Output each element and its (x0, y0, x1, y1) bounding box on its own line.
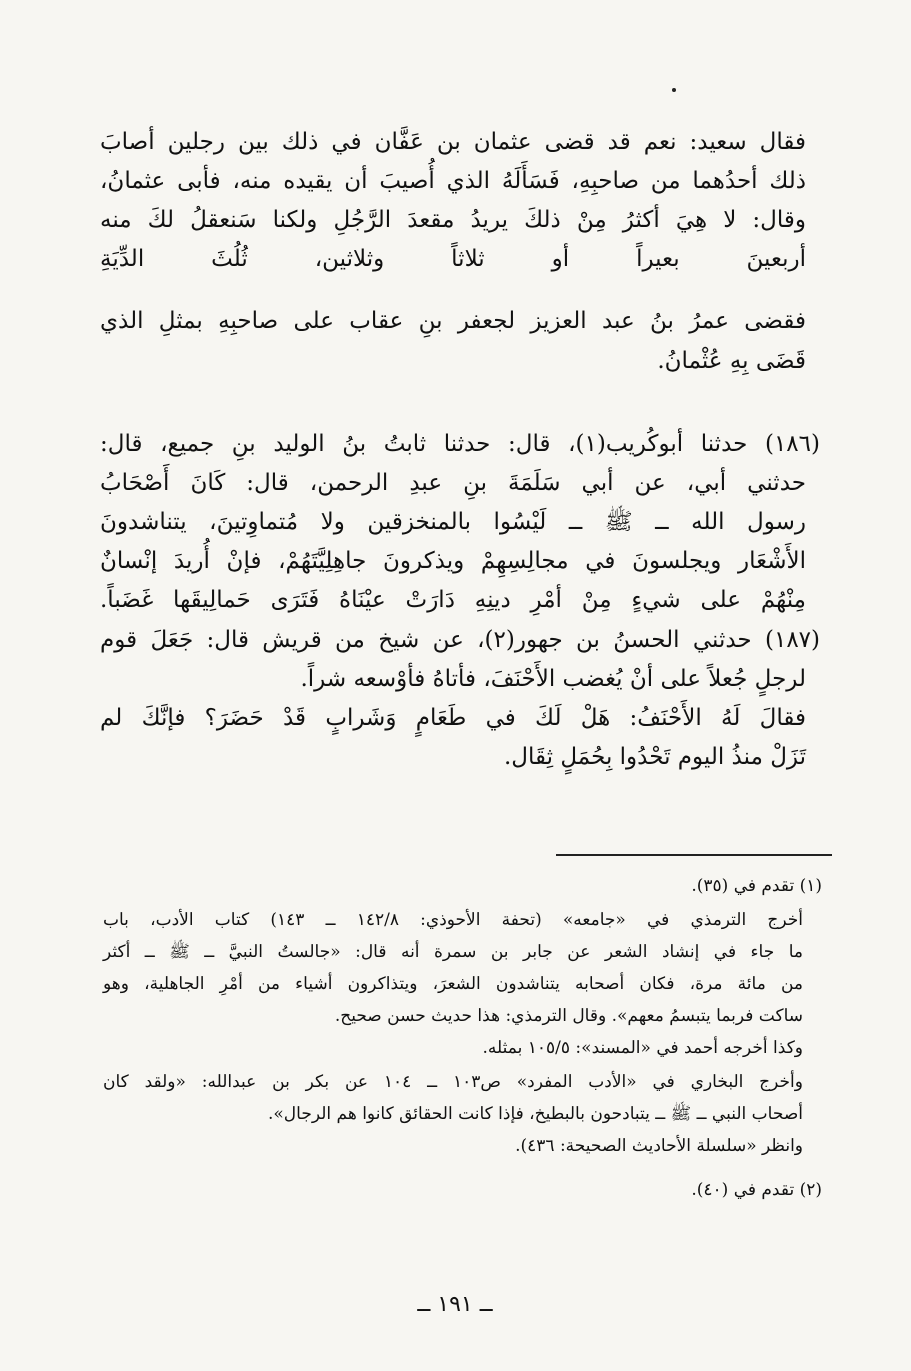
page-number: ــ ١٩١ ــ (417, 1292, 493, 1317)
footnote-line: أخرج الترمذي في «جامعه» (تحفة الأحوذي: ١٤٢/٨ ــ ١٤٣) كتاب الأدب، باب (103, 910, 803, 930)
decorative-dot (672, 88, 676, 92)
text-line: أربعينَ بعيراً أو ثلاثاً وثلاثين، ثُلُثَ الدِّيَةِ (100, 246, 806, 272)
footnote-line: أصحاب النبي ــ ﷺ ــ يتبادحون بالبطيخ، فإذا كانت الحقائق كانوا هم الرجال». (267, 1104, 803, 1124)
text-line: فقال سعيد: نعم قد قضى عثمان بن عَفَّان في ذلك بين رجلين أصابَ (100, 129, 806, 155)
footnote-separator (556, 854, 832, 856)
footnote-line: ما جاء في إنشاد الشعر عن جابر بن سمرة أنه قال: «جالستُ النبيَّ ــ ﷺ ــ أكثر (103, 942, 803, 962)
footnote-line: ساكت فربما يتبسمُ معهم». وقال الترمذي: هذا حديث حسن صحيح. (334, 1006, 803, 1026)
hadith-186-line: مِنْهُمْ على شيءٍ مِنْ أمْرِ دينِهِ دَارَتْ عيْنَاهُ فَتَرَى حَمالِيقَها غَضَباً. (100, 587, 806, 613)
footnote-2-ref: (٢) تقدم في (٤٠). (691, 1180, 822, 1200)
text-line: ذلك أحدُهما من صاحبِهِ، فَسَأَلَهُ الذي أُصيبَ أن يقيده منه، فأبى عثمانُ، (100, 168, 806, 194)
text-line: وقال: لا هِيَ أكثرُ مِنْ ذلكَ يريدُ مقعدَ الرَّجُلِ ولكنا سَنعقلُ لكَ منه (100, 207, 806, 233)
footnote-1-ref: (١) تقدم في (٣٥). (691, 876, 822, 896)
hadith-186-line: رسول الله ــ ﷺ ــ لَيْسُوا بالمنخزقين ولا مُتماوِتينَ، يتناشدونَ (100, 509, 806, 535)
hadith-186-line: حدثني أبي، عن أبي سَلَمَةَ بنِ عبدِ الرحمن، قال: كَانَ أَصْحَابُ (100, 470, 806, 496)
text-line: فقضى عمرُ بنُ عبد العزيز لجعفر بنِ عقاب على صاحبِهِ بمثلِ الذي (100, 308, 806, 334)
hadith-187-line: فقالَ لَهُ الأَحْنَفُ: هَلْ لَكَ في طَعَامٍ وَشَرابٍ قَدْ حَضَرَ؟ فإنَّكَ لم (100, 705, 806, 731)
text-line: قَضَى بِهِ عُثْمانُ. (657, 348, 806, 374)
hadith-186-line: الأَشْعَار ويجلسونَ في مجالِسِهِمْ ويذكرونَ جاهِلِيَّتَهُمْ، فإنْ أُريدَ إنْسانٌ (100, 548, 806, 574)
footnote-line: وأخرج البخاري في «الأدب المفرد» ص١٠٣ ــ ١٠٤ عن بكر بن عبدالله: «ولقد كان (103, 1072, 803, 1092)
footnote-line: وكذا أخرجه أحمد في «المسند»: ١٠٥/٥ بمثله. (482, 1038, 803, 1058)
footnote-line: من مائة مرة، فكان أصحابه يتناشدون الشعرَ، ويتذاكرون أشياء من أمْرِ الجاهلية، وهو (103, 974, 803, 994)
hadith-187-line: لرجلٍ جُعلاً على أنْ يُغضب الأَحْنَفَ، فأتاهُ فأوْسعه شراً. (300, 666, 806, 692)
footnote-line: وانظر «سلسلة الأحاديث الصحيحة: ٤٣٦). (515, 1136, 803, 1156)
hadith-187-line: تَزَلْ منذُ اليوم تَحْدُوا بِحُمَلٍ ثِقَال. (504, 744, 806, 770)
hadith-186-line: (١٨٦) حدثنا أبوكُريب(١)، قال: حدثنا ثابتُ بنُ الوليد بنِ جميع، قال: (100, 431, 820, 457)
hadith-187-line: (١٨٧) حدثني الحسنُ بن جهور(٢)، عن شيخ من قريش قال: جَعَلَ قوم (100, 627, 821, 653)
